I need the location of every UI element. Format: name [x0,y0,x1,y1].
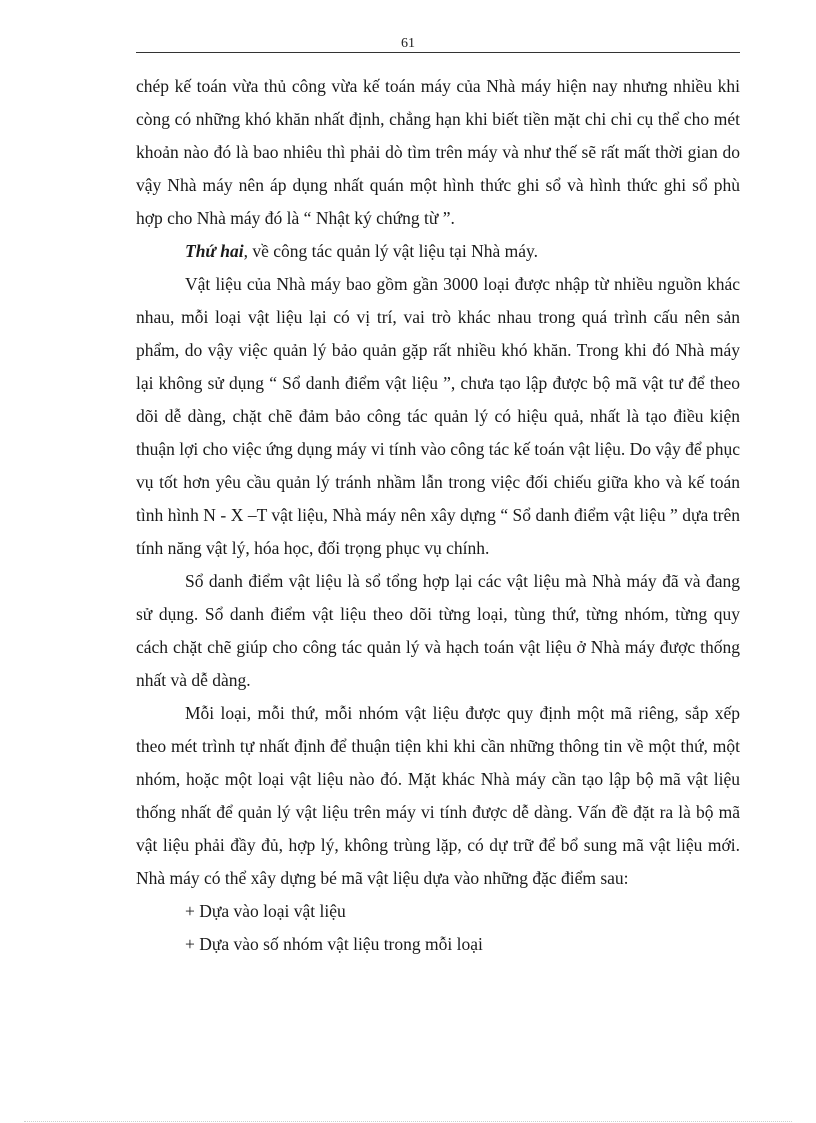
paragraph-section-heading [136,235,740,268]
list-item: + Dựa vào số nhóm vật liệu trong mỗi loại [185,934,483,954]
page-number: 61 [401,36,415,51]
section-lead: Thứ hai [185,241,244,261]
paragraph: Mỗi loại, mỗi thứ, mỗi nhóm vật liệu được quy định một mã riêng, sắp xếp theo mét trình tự nhất định để thuận tiện khi khi cần những thông tin về một thứ, một nhóm, hoặc một loại vật liệu nào đó. Mặt khác Nhà máy cần tạo lập bộ mã vật liệu thống nhất để quản lý vật liệu trên máy vi tính được dễ dàng. Vấn đề đặt ra là bộ mã vật liệu phải đầy đủ, hợp lý, không trùng lặp, có dự trữ để bổ sung mã vật liệu mới. Nhà máy có thể xây dựng bé mã vật liệu dựa vào những đặc điểm sau: [136,703,740,888]
footer-rule [24,1121,792,1122]
section-lead-rest: , về công tác quản lý vật liệu tại Nhà máy. [243,241,538,261]
list-item: + Dựa vào loại vật liệu [185,901,346,921]
document-body [136,70,740,961]
paragraph: Vật liệu của Nhà máy bao gồm gần 3000 loại được nhập từ nhiều nguồn khác nhau, mỗi loại vật liệu lại có vị trí, vai trò khác nhau trong quá trình cấu nên sản phẩm, do vậy việc quản lý bảo quản gặp rất nhiều khó khăn. Trong khi đó Nhà máy lại không sử dụng “ Sổ danh điểm vật liệu ”, chưa tạo lập được bộ mã vật tư để theo dõi dễ dàng, chặt chẽ đảm bảo công tác quản lý có hiệu quả, nhất là tạo điều kiện thuận lợi cho việc ứng dụng máy vi tính vào công tác kế toán vật liệu. Do vậy để phục vụ tốt hơn yêu cầu quản lý tránh nhầm lẫn trong việc đối chiếu giữa kho và kế toán tình hình N - X –T vật liệu, Nhà máy nên xây dựng “ Sổ danh điểm vật liệu ” dựa trên tính năng vật lý, hóa học, đối trọng phục vụ chính. [136,274,740,558]
paragraph-continuation: chép kế toán vừa thủ công vừa kế toán máy của Nhà máy hiện nay nhưng nhiều khi còng có những khó khăn nhất định, chẳng hạn khi biết tiền mặt chi chi cụ thể cho mét khoản nào đó là bao nhiêu thì phải dò tìm trên máy và như thế sẽ rất mất thời gian do vậy Nhà máy nên áp dụng nhất quán một hình thức ghi sổ và hình thức ghi sổ phù hợp cho Nhà máy đó là “ Nhật ký chứng từ ”. [136,76,740,228]
paragraph: Sổ danh điểm vật liệu là sổ tổng hợp lại các vật liệu mà Nhà máy đã và đang sử dụng. Sổ danh điểm vật liệu theo dõi từng loại, tùng thứ, từng nhóm, từng quy cách chặt chẽ giúp cho công tác quản lý và hạch toán vật liệu ở Nhà máy được thống nhất và dễ dàng. [136,571,740,690]
header-rule [136,52,740,53]
